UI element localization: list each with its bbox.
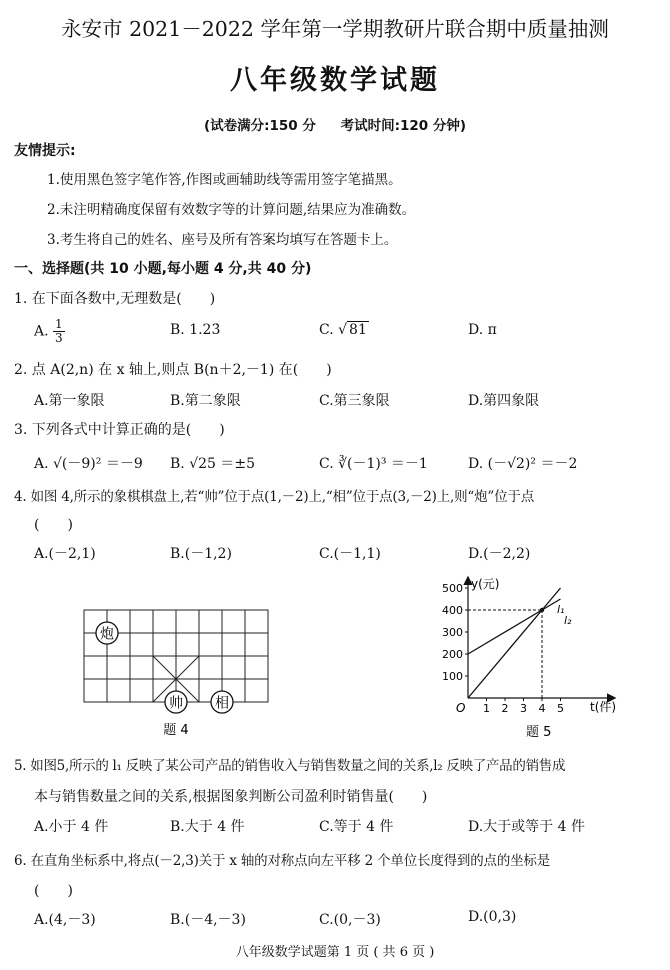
x-axis-label: t(件) [590,700,617,714]
section-1-heading: 一、选择题(共 10 小题,每小题 4 分,共 40 分) [14,261,312,277]
q5-stem-line1: 5. 如图5,所示的 l₁ 反映了某公司产品的销售收入与销售数量之间的关系,l₂ 反映了产品的销售成 [14,758,566,774]
q4-option-a: A.(－2,1) [34,546,96,562]
q3-option-d: D. (－√2)² ＝－2 [468,456,578,472]
y-tick-label: 200 [442,648,463,661]
q1-fraction: $\frac{1}{3}$ [55,317,63,345]
origin-label: O [456,701,466,715]
l2-label: l₂ [564,614,572,627]
q3-option-b: B. √25 ＝±5 [170,456,256,472]
q5-option-a: A.小于 4 件 [34,819,109,835]
series-line-2 [468,599,561,654]
page-footer: 八年级数学试题第 1 页 ( 共 6 页 ) [235,945,435,960]
q2-option-a: A.第一象限 [34,393,105,409]
q5-option-b: B.大于 4 件 [170,819,245,835]
tips-label: 友情提示: [14,143,76,159]
y-tick-label: 300 [442,626,463,639]
figure-4-caption: 题 4 [163,723,189,738]
svg-text:炮: 炮 [100,626,114,643]
q3-stem: 3. 下列各式中计算正确的是( ) [14,422,225,438]
tip-3: 3.考生将自己的姓名、座号及所有答案均填写在答题卡上。 [47,232,398,248]
q6-option-c: C.(0,－3) [319,912,381,928]
q5-option-d: D.大于或等于 4 件 [468,819,585,835]
intersection-point [540,608,544,612]
piece-shuai [165,691,187,713]
svg-text:帅: 帅 [169,695,183,712]
q5-option-c: C.等于 4 件 [319,819,394,835]
q6-stem-line2: ( ) [34,883,73,899]
q6-option-d: D.(0,3) [468,909,517,925]
exam-title: 八年级数学试题 [230,65,440,96]
y-tick-label: 500 [442,582,463,595]
figure-4-chessboard [72,598,282,740]
exam-time: 考试时间:120 分钟) [340,118,467,134]
exam-subtitle [0,114,670,134]
q1-option-b: B. 1.23̇ [170,322,221,338]
piece-pao [96,622,118,644]
y-tick-label: 400 [442,604,463,617]
figure-5-chart [418,572,640,742]
q6-option-b: B.(－4,－3) [170,912,246,928]
q3-option-a: A. √(－9)² ＝－9 [34,456,143,472]
q1-option-a: A. $\frac{1}{3}$ [34,317,63,345]
figure-5-caption: 题 5 [526,725,552,740]
q1-option-c: C. √ 81 [319,322,367,338]
q2-option-d: D.第四象限 [468,393,540,409]
x-tick-label: 4 [538,702,546,715]
q3-option-c: C. ∛(－1)³ ＝－1 [319,456,428,472]
q6-stem-line1: 6. 在直角坐标系中,将点(－2,3)关于 x 轴的对称点向左平移 2 个单位长度得到的点的坐标是 [14,853,551,869]
exam-header: 永安市 2021－2022 学年第一学期教研片联合期中质量抽测 [61,17,609,41]
piece-xiang [211,691,233,713]
x-tick-label: 5 [557,702,564,715]
q2-stem: 2. 点 A(2,n) 在 x 轴上,则点 B(n＋2,－1) 在( ) [14,362,332,378]
svg-text:相: 相 [215,695,229,712]
tip-1: 1.使用黑色签字笔作答,作图或画辅助线等需用签字笔描黑。 [47,172,402,188]
q6-option-a: A.(4,－3) [34,912,96,928]
q5-stem-line2: 本与销售数量之间的关系,根据图象判断公司盈利时销售量( ) [34,789,428,805]
q4-stem-line1: 4. 如图 4,所示的象棋棋盘上,若“帅”位于点(1,－2)上,“相”位于点(3,－2)上,则“炮”位于点 [14,489,535,505]
q4-option-c: C.(－1,1) [319,546,381,562]
l1-label: l₁ [557,603,565,616]
q4-stem-line2: ( ) [34,517,73,533]
q1-stem: 1. 在下面各数中,无理数是( ) [14,291,216,307]
q4-option-d: D.(－2,2) [468,546,531,562]
q4-option-b: B.(－1,2) [170,546,232,562]
x-tick-label: 1 [483,702,490,715]
series-line-1 [468,588,561,698]
q2-option-b: B.第二象限 [170,393,241,409]
y-tick-label: 100 [442,670,463,683]
q2-option-c: C.第三象限 [319,393,390,409]
q1-option-d: D. π [468,322,497,338]
full-score: (试卷满分:150 分 [203,118,316,134]
x-tick-label: 3 [520,702,527,715]
y-axis-label: y(元) [471,577,500,591]
tip-2: 2.未注明精确度保留有效数字等的计算问题,结果应为准确数。 [47,202,416,218]
x-tick-label: 2 [501,702,509,715]
